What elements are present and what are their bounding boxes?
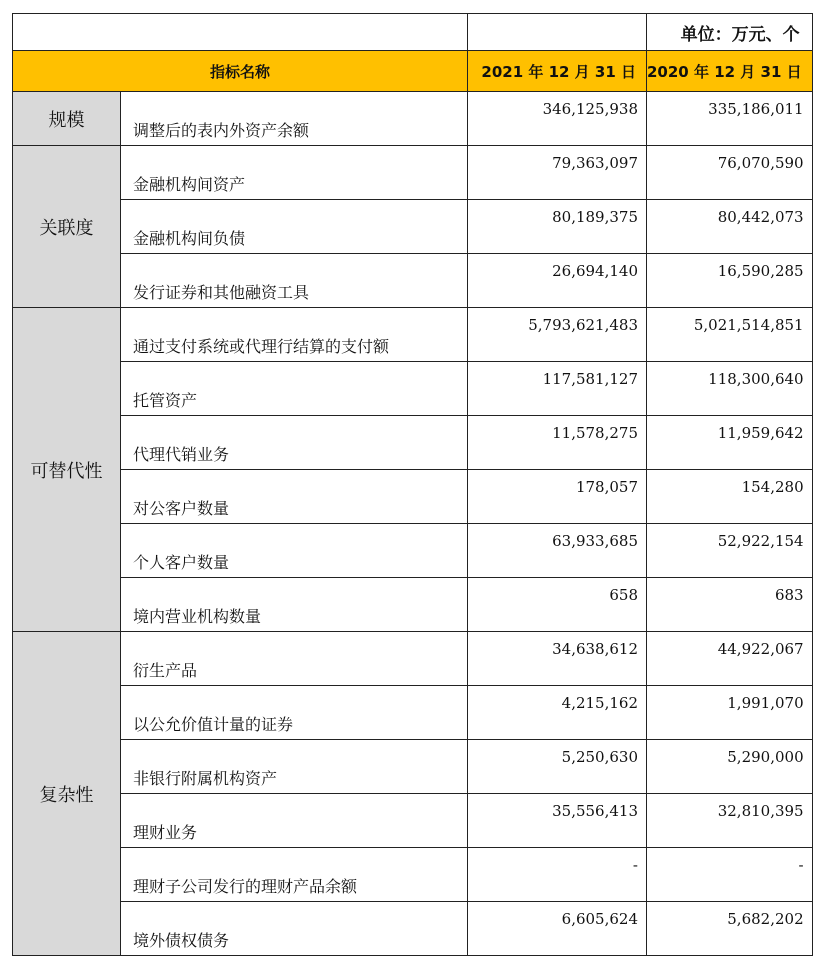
value-2020-cell: 52,922,154 bbox=[647, 524, 813, 578]
unit-row-blank-2 bbox=[468, 14, 647, 51]
indicator-name-cell: 金融机构间负债 bbox=[121, 200, 468, 254]
value-2021-cell: 80,189,375 bbox=[468, 200, 647, 254]
indicator-name-cell: 境内营业机构数量 bbox=[121, 578, 468, 632]
indicator-name-cell: 衍生产品 bbox=[121, 632, 468, 686]
unit-row bbox=[13, 14, 813, 51]
value-2021-cell: 117,581,127 bbox=[468, 362, 647, 416]
table-row bbox=[13, 740, 813, 794]
value-2020-cell: 1,991,070 bbox=[647, 686, 813, 740]
value-2021-cell: 11,578,275 bbox=[468, 416, 647, 470]
value-2020-cell: 32,810,395 bbox=[647, 794, 813, 848]
header-2020: 2020 年 12 月 31 日 bbox=[647, 51, 813, 92]
value-2020-cell: 5,021,514,851 bbox=[647, 308, 813, 362]
indicator-name-cell: 通过支付系统或代理行结算的支付额 bbox=[121, 308, 468, 362]
category-cell: 规模 bbox=[13, 92, 121, 146]
value-2020-cell: 16,590,285 bbox=[647, 254, 813, 308]
category-cell: 可替代性 bbox=[13, 308, 121, 632]
indicator-name-cell: 理财业务 bbox=[121, 794, 468, 848]
table-row bbox=[13, 308, 813, 362]
table-row bbox=[13, 362, 813, 416]
value-2021-cell: 34,638,612 bbox=[468, 632, 647, 686]
indicator-table bbox=[12, 13, 813, 956]
value-2020-cell: 118,300,640 bbox=[647, 362, 813, 416]
category-cell: 关联度 bbox=[13, 146, 121, 308]
unit-label: 单位：万元、个 bbox=[647, 14, 813, 51]
table-row bbox=[13, 578, 813, 632]
value-2021-cell: 5,250,630 bbox=[468, 740, 647, 794]
value-2020-cell: 154,280 bbox=[647, 470, 813, 524]
value-2021-cell: 346,125,938 bbox=[468, 92, 647, 146]
value-2021-cell: 658 bbox=[468, 578, 647, 632]
indicator-name-cell: 以公允价值计量的证券 bbox=[121, 686, 468, 740]
table-row bbox=[13, 632, 813, 686]
value-2021-cell: 5,793,621,483 bbox=[468, 308, 647, 362]
indicator-name-cell: 调整后的表内外资产余额 bbox=[121, 92, 468, 146]
value-2021-cell: 6,605,624 bbox=[468, 902, 647, 956]
value-2021-cell: - bbox=[468, 848, 647, 902]
value-2021-cell: 79,363,097 bbox=[468, 146, 647, 200]
indicator-name-cell: 发行证券和其他融资工具 bbox=[121, 254, 468, 308]
indicator-name-cell: 对公客户数量 bbox=[121, 470, 468, 524]
value-2021-cell: 178,057 bbox=[468, 470, 647, 524]
table-row bbox=[13, 416, 813, 470]
value-2020-cell: - bbox=[647, 848, 813, 902]
value-2020-cell: 335,186,011 bbox=[647, 92, 813, 146]
value-2020-cell: 76,070,590 bbox=[647, 146, 813, 200]
value-2020-cell: 11,959,642 bbox=[647, 416, 813, 470]
indicator-name-cell: 托管资产 bbox=[121, 362, 468, 416]
table-row bbox=[13, 902, 813, 956]
table-row bbox=[13, 200, 813, 254]
value-2021-cell: 63,933,685 bbox=[468, 524, 647, 578]
value-2020-cell: 5,290,000 bbox=[647, 740, 813, 794]
header-2021: 2021 年 12 月 31 日 bbox=[468, 51, 647, 92]
table-row bbox=[13, 470, 813, 524]
table-row bbox=[13, 146, 813, 200]
table-row bbox=[13, 92, 813, 146]
header-row bbox=[13, 51, 813, 92]
indicator-name-cell: 个人客户数量 bbox=[121, 524, 468, 578]
indicator-name-cell: 理财子公司发行的理财产品余额 bbox=[121, 848, 468, 902]
value-2020-cell: 683 bbox=[647, 578, 813, 632]
table-row bbox=[13, 686, 813, 740]
indicator-name-cell: 代理代销业务 bbox=[121, 416, 468, 470]
header-indicator-name: 指标名称 bbox=[13, 51, 468, 92]
indicator-name-cell: 金融机构间资产 bbox=[121, 146, 468, 200]
indicator-name-cell: 非银行附属机构资产 bbox=[121, 740, 468, 794]
table-row bbox=[13, 848, 813, 902]
value-2021-cell: 26,694,140 bbox=[468, 254, 647, 308]
value-2020-cell: 44,922,067 bbox=[647, 632, 813, 686]
category-cell: 复杂性 bbox=[13, 632, 121, 956]
table-row bbox=[13, 254, 813, 308]
value-2020-cell: 5,682,202 bbox=[647, 902, 813, 956]
unit-row-blank bbox=[13, 14, 468, 51]
value-2021-cell: 35,556,413 bbox=[468, 794, 647, 848]
value-2021-cell: 4,215,162 bbox=[468, 686, 647, 740]
value-2020-cell: 80,442,073 bbox=[647, 200, 813, 254]
indicator-name-cell: 境外债权债务 bbox=[121, 902, 468, 956]
table-row bbox=[13, 794, 813, 848]
table-row bbox=[13, 524, 813, 578]
